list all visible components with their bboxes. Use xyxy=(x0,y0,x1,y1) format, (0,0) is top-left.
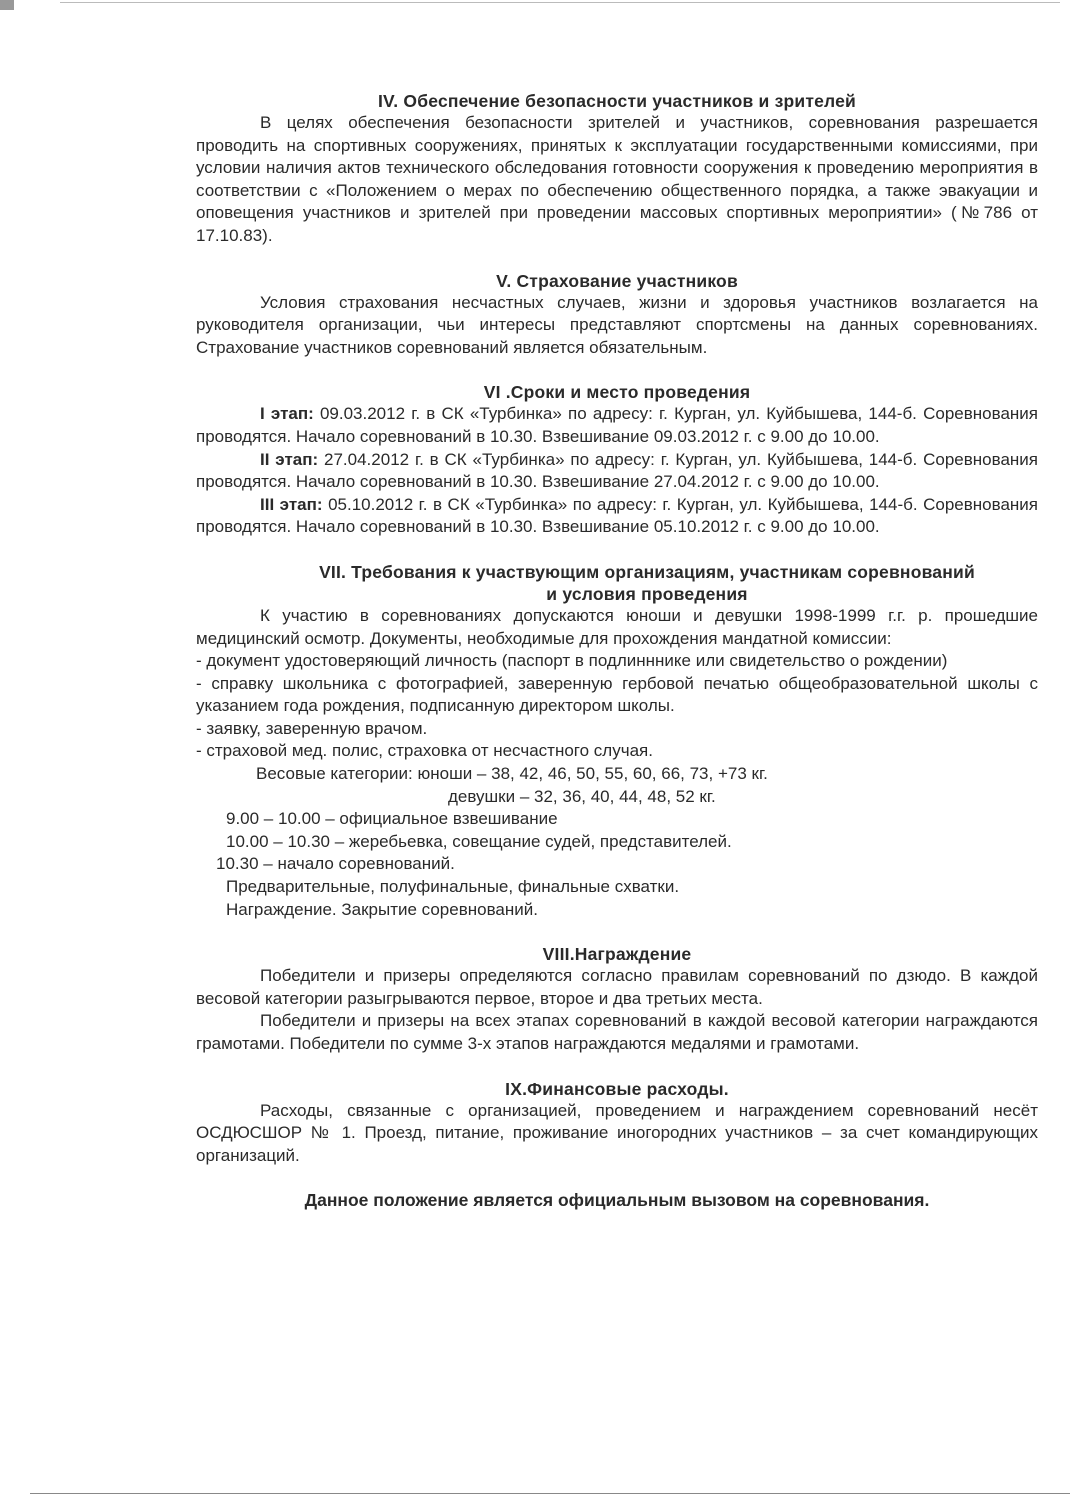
scan-artifact-corner xyxy=(0,0,14,10)
section-requirements xyxy=(196,561,1038,921)
section-paragraph: К участию в соревнованиях допускаются юноши и девушки 1998-1999 г.г. р. прошедшие медицинский осмотр. Документы, необходимые для прохождения мандатной комиссии: xyxy=(196,605,1038,648)
schedule-item: Награждение. Закрытие соревнований. xyxy=(226,899,538,919)
section-paragraph: Победители и призеры на всех этапах соревнований в каждой весовой категории награждаются грамотами. Победители по сумме 3-х этапов награждаются медалями и грамотами. xyxy=(196,1011,1038,1053)
scan-artifact-bottom-edge xyxy=(30,1493,1070,1494)
section-title-line2: и условия проведения xyxy=(546,583,748,604)
document-item: - страховой мед. полис, страховка от несчастного случая. xyxy=(196,741,653,761)
schedule-item: 9.00 – 10.00 – официальное взвешивание xyxy=(226,809,558,829)
section-paragraph: В целях обеспечения безопасности зрителей и участников, соревнования разрешается проводить на спортивных сооружениях, принятых к эксплуатации государственными комиссиями, при условии наличия актов технического обследования готовности сооружения к проведению мероприятия в соответствии с «Положением о мерах по обеспечению общественного порядка, а также эвакуации и оповещения участников и зрителей при проведении массовых спортивных мероприятии» (№786 от 17.10.83). xyxy=(196,113,1038,245)
schedule-item: Предварительные, полуфинальные, финальные схватки. xyxy=(226,877,680,897)
section-title: IX.Финансовые расходы. xyxy=(505,1078,729,1099)
section-title-line1: VII. Требования к участвующим организациям, участникам соревнований xyxy=(319,561,975,582)
section-awards xyxy=(196,943,1038,1055)
section-finance xyxy=(196,1078,1038,1168)
section-safety xyxy=(196,90,1038,248)
section-paragraph: Расходы, связанные с организацией, проведением и награждением соревнований несёт ОСДЮСШОР № 1. Проезд, питание, проживание иногородних участников – за счет командирующих организаций. xyxy=(196,1100,1038,1165)
section-dates-place xyxy=(196,381,1038,539)
schedule-item: 10.00 – 10.30 – жеребьевка, совещание судей, представителей. xyxy=(226,831,732,851)
scan-artifact-top-edge xyxy=(60,2,1060,3)
section-paragraph: Победители и призеры определяются согласно правилам соревнований по дзюдо. В каждой весовой категории разыгрываются первое, второе и два третьих места. xyxy=(196,966,1038,1008)
document-item: - документ удостоверяющий личность (паспорт в подлинннике или свидетельство о рождении) xyxy=(196,651,948,671)
stage-1: I этап: 09.03.2012 г. в СК «Турбинка» по адресу: г. Курган, ул. Куйбышева, 144-б. Соревнования проводятся. Начало соревнований в 10.30. Взвешивание 09.03.2012 г. с 9.00 до 10.00. xyxy=(196,404,1038,446)
weights-girls: девушки – 32, 36, 40, 44, 48, 52 кг. xyxy=(448,786,716,806)
schedule-item: 10.30 – начало соревнований. xyxy=(216,854,455,874)
section-paragraph: Условия страхования несчастных случаев, жизни и здоровья участников возлагается на руководителя организации, чьи интересы представляют спортсмены на данных соревнованиях. Страхование участников соревнований является обязательным. xyxy=(196,292,1038,357)
document-item: - заявку, заверенную врачом. xyxy=(196,718,428,738)
official-invitation-note: Данное положение является официальным вызовом на соревнования. xyxy=(304,1190,930,1211)
section-title: V. Страхование участников xyxy=(496,270,738,291)
section-title: VIII.Награждение xyxy=(542,944,692,965)
stage-3: III этап: 05.10.2012 г. в СК «Турбинка» по адресу: г. Курган, ул. Куйбышева, 144-б. Соревнования проводятся. Начало соревнований в 10.30. Взвешивание 05.10.2012 г. с 9.00 до 10.00. xyxy=(196,494,1038,537)
section-title: VI .Сроки и место проведения xyxy=(483,382,751,403)
weights-boys: Весовые категории: юноши – 38, 42, 46, 50, 55, 60, 66, 73, +73 кг. xyxy=(256,764,768,784)
document-body xyxy=(196,90,1038,1212)
section-title: IV. Обеспечение безопасности участников и зрителей xyxy=(377,91,856,111)
stage-2: II этап: 27.04.2012 г. в СК «Турбинка» по адресу: г. Курган, ул. Куйбышева, 144-б. Соревнования проводятся. Начало соревнований в 10.30. Взвешивание 27.04.2012 г. с 9.00 до 10.00. xyxy=(196,449,1038,492)
section-insurance xyxy=(196,270,1038,360)
document-item: - справку школьника с фотографией, заверенную гербовой печатью общеобразовательной школы с указанием года рождения, подписанную директором школы. xyxy=(196,673,1038,716)
